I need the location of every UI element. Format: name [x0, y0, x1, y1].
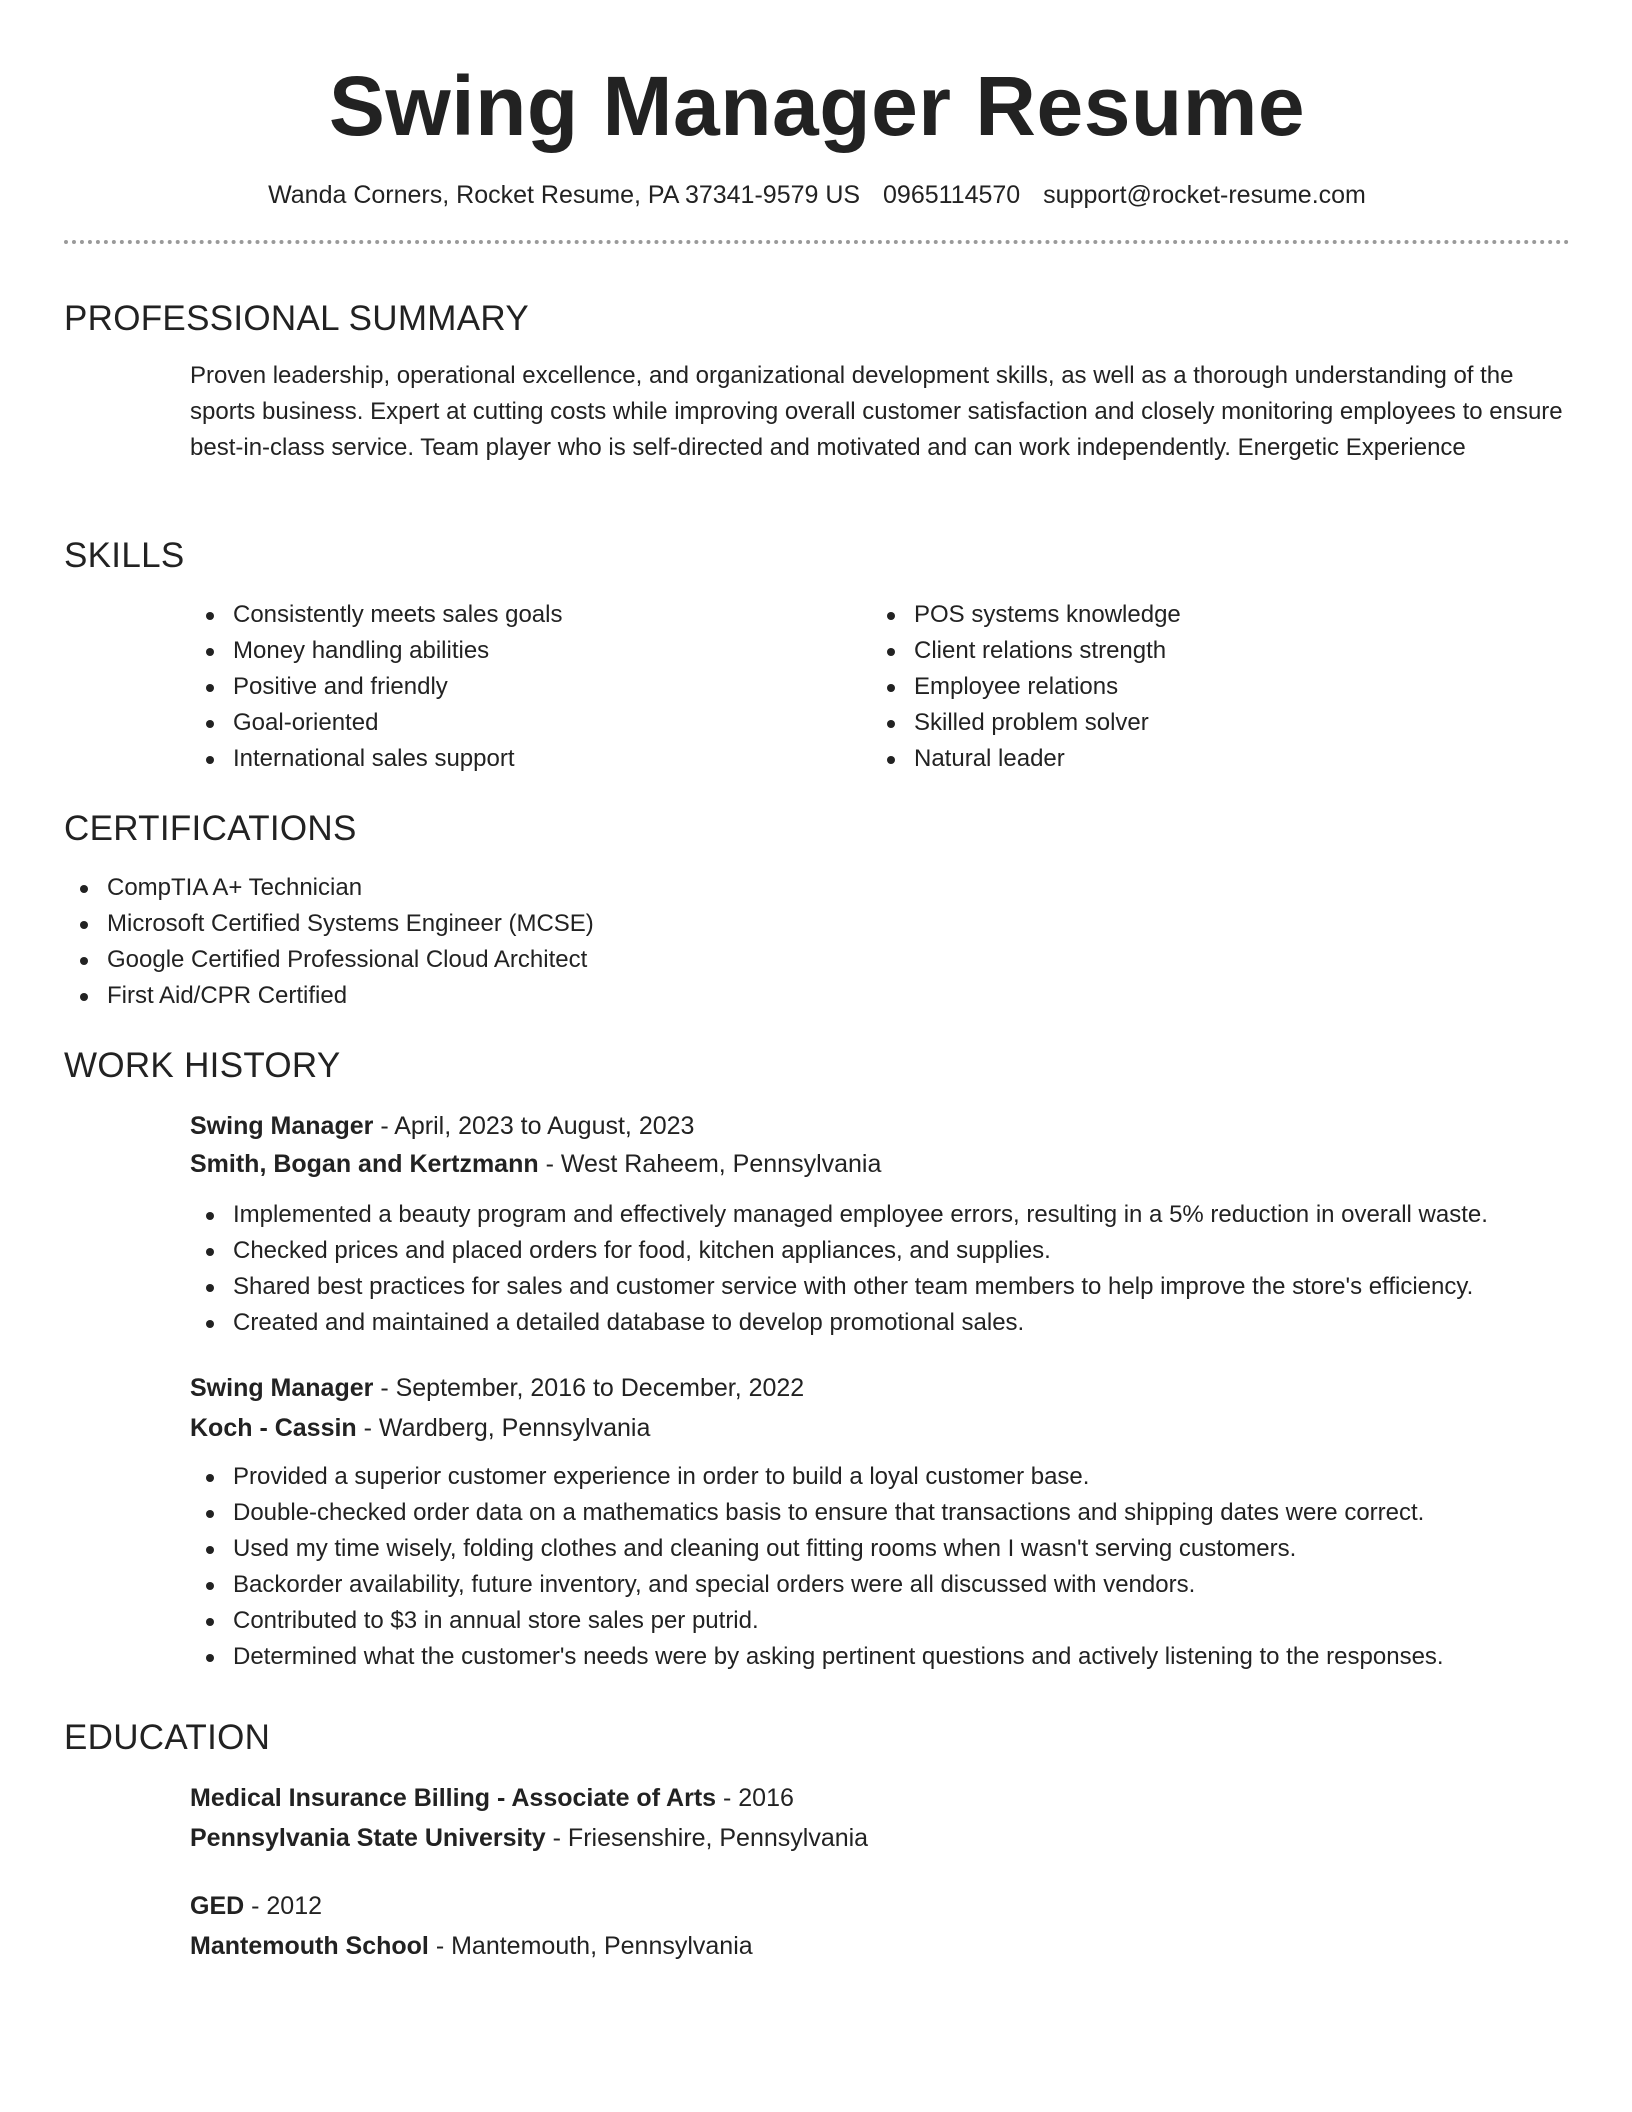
section-heading-summary: PROFESSIONAL SUMMARY [64, 299, 529, 338]
skill-item: Employee relations [871, 669, 1552, 705]
skill-item: Natural leader [871, 741, 1552, 777]
section-heading-education: EDUCATION [64, 1718, 271, 1757]
job-duty-item: Determined what the customer's needs were by asking pertinent questions and actively listening to the responses. [190, 1639, 1570, 1675]
job-title-line [190, 1107, 1570, 1145]
skills-column-left [190, 597, 871, 777]
job-duty-item: Provided a superior customer experience in order to build a loyal customer base. [190, 1459, 1570, 1495]
certification-item: Microsoft Certified Systems Engineer (MCSE) [64, 906, 1570, 942]
job-company: Koch - Cassin [190, 1414, 357, 1442]
summary-section [64, 298, 1570, 466]
job-entry [190, 1369, 1570, 1675]
job-company-line [190, 1409, 1570, 1447]
skills-grid [190, 597, 1570, 777]
contact-address: Wanda Corners, Rocket Resume, PA 37341-9579 US [268, 181, 861, 209]
education-school: Pennsylvania State University [190, 1824, 546, 1852]
section-heading-work: WORK HISTORY [64, 1046, 341, 1085]
education-school-line [190, 1819, 1570, 1857]
resume-title: Swing Manager Resume [328, 59, 1306, 153]
education-year: - 2016 [716, 1784, 794, 1812]
job-location: - Wardberg, Pennsylvania [356, 1414, 651, 1442]
job-duties-list [190, 1197, 1570, 1341]
contact-email: support@rocket-resume.com [1043, 181, 1366, 209]
education-degree-line [190, 1779, 1570, 1817]
education-school: Mantemouth School [190, 1932, 429, 1960]
education-degree: GED [190, 1892, 245, 1920]
job-title: Swing Manager [190, 1112, 374, 1140]
skill-item: Client relations strength [871, 633, 1552, 669]
contact-phone: 0965114570 [883, 181, 1021, 209]
job-duty-item: Shared best practices for sales and customer service with other team members to help improve the store's efficiency. [190, 1269, 1570, 1305]
skill-item: Skilled problem solver [871, 705, 1552, 741]
skill-item: Positive and friendly [190, 669, 871, 705]
job-duty-item: Created and maintained a detailed database to develop promotional sales. [190, 1305, 1570, 1341]
certifications-list [64, 870, 1570, 1014]
education-school-line [190, 1927, 1570, 1965]
job-duties-list [190, 1459, 1570, 1675]
resume-page [64, 0, 1570, 1960]
work-history-section [64, 1045, 1570, 1675]
certification-item: Google Certified Professional Cloud Architect [64, 942, 1570, 978]
job-title: Swing Manager [190, 1374, 374, 1402]
contact-line [64, 180, 1570, 210]
education-degree: Medical Insurance Billing - Associate of Arts [190, 1784, 717, 1812]
summary-text: Proven leadership, operational excellence, and organizational development skills, as well as a thorough understanding of the sports business. Expert at cutting costs while improving overall customer satisfaction and closely monitoring employees to ensure best-in-class service. Team player who is self-directed and motivated and can work independently. Energetic Experience [190, 362, 1563, 461]
education-location: - Friesenshire, Pennsylvania [545, 1824, 869, 1852]
education-entry [190, 1887, 1570, 1965]
job-duty-item: Backorder availability, future inventory, and special orders were all discussed with vendors. [190, 1567, 1570, 1603]
certification-item: CompTIA A+ Technician [64, 870, 1570, 906]
education-year: - 2012 [244, 1892, 323, 1920]
education-degree-line [190, 1887, 1570, 1925]
job-company: Smith, Bogan and Kertzmann [190, 1150, 539, 1178]
skills-section [64, 535, 1570, 777]
certifications-section [64, 808, 1570, 1014]
skill-item: Money handling abilities [190, 633, 871, 669]
job-duty-item: Contributed to $3 in annual store sales per putrid. [190, 1603, 1570, 1639]
header-divider [64, 240, 1570, 244]
certification-item: First Aid/CPR Certified [64, 978, 1570, 1014]
skill-item: Consistently meets sales goals [190, 597, 871, 633]
job-dates: - April, 2023 to August, 2023 [373, 1112, 695, 1140]
education-entry [190, 1779, 1570, 1857]
job-entry [190, 1107, 1570, 1341]
job-title-line [190, 1369, 1570, 1407]
education-location: - Mantemouth, Pennsylvania [428, 1932, 753, 1960]
job-duty-item: Implemented a beauty program and effectively managed employee errors, resulting in a 5% reduction in overall waste. [190, 1197, 1570, 1233]
section-heading-skills: SKILLS [64, 536, 185, 575]
skill-item: International sales support [190, 741, 871, 777]
education-section [64, 1717, 1570, 1965]
job-duty-item: Double-checked order data on a mathematics basis to ensure that transactions and shipping dates were correct. [190, 1495, 1570, 1531]
section-heading-certifications: CERTIFICATIONS [64, 809, 357, 848]
skills-column-right [871, 597, 1552, 777]
job-company-line [190, 1145, 1570, 1183]
job-duty-item: Checked prices and placed orders for food, kitchen appliances, and supplies. [190, 1233, 1570, 1269]
job-location: - West Raheem, Pennsylvania [538, 1150, 882, 1178]
job-duty-item: Used my time wisely, folding clothes and cleaning out fitting rooms when I wasn't serving customers. [190, 1531, 1570, 1567]
skill-item: Goal-oriented [190, 705, 871, 741]
job-dates: - September, 2016 to December, 2022 [373, 1374, 805, 1402]
skill-item: POS systems knowledge [871, 597, 1552, 633]
